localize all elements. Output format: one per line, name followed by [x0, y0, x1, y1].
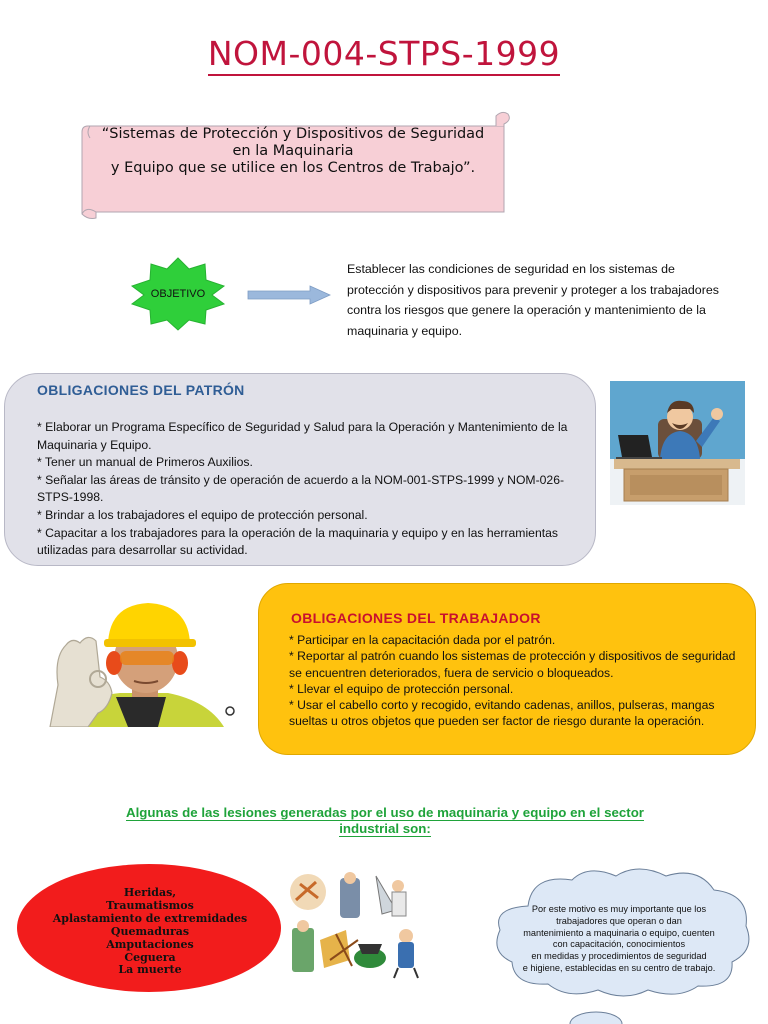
patron-title: OBLIGACIONES DEL PATRÓN	[37, 382, 245, 398]
list-item: * Brindar a los trabajadores el equipo de protección personal.	[37, 507, 368, 522]
cloud-line: con capacitación, conocimientos	[552, 939, 686, 950]
list-item: * Elaborar un Programa Específico de Seguridad y Salud para la Operación y Mantenimiento de la Maquinaria y Equipo.	[37, 420, 568, 452]
arrow-right-icon	[246, 285, 332, 305]
boss-at-desk-illustration	[610, 381, 745, 505]
cloud-line: mantenimiento a maquinaria o equipo, cuenten	[523, 927, 715, 938]
list-item: * Reportar al patrón cuando los sistemas de protección y dispositivos de seguridad se encuentren deteriorados, fuera de servicio o bloqueados.	[289, 649, 736, 680]
cloud-line: Por este motivo es muy importante que los	[531, 904, 707, 914]
cloud-line: en medidas y procedimientos de seguridad	[531, 951, 707, 962]
list-item: La muerte	[118, 963, 182, 977]
scroll-text	[88, 126, 498, 177]
list-item: * Tener un manual de Primeros Auxilios.	[37, 455, 253, 470]
list-item: * Participar en la capacitación dada por el patrón.	[289, 633, 556, 647]
list-item: Quemaduras	[110, 924, 190, 938]
trabajador-list	[289, 632, 749, 730]
worker-safety-gear-photo	[28, 597, 238, 727]
objetivo-label: OBJETIVO	[150, 288, 206, 300]
lesiones-list	[50, 887, 250, 977]
list-item: Traumatismos	[106, 898, 194, 912]
page-title: NOM-004-STPS-1999	[0, 34, 768, 73]
list-item: Amputaciones	[106, 937, 194, 951]
objetivo-text: Establecer las condiciones de seguridad en los sistemas de protección y dispositivos para prevenir y proteger a los trabajadores contra los riesgos que genere la operación y mantenimiento de la maquinaria y equipo.	[347, 262, 719, 338]
bottom-cloud-bubble	[566, 1008, 626, 1024]
list-item: * Señalar las áreas de tránsito y de operación de acuerdo a la NOM-001-STPS-1999 y NOM-026-STPS-1998.	[37, 472, 565, 505]
list-item: Ceguera	[124, 950, 176, 964]
cloud-line: trabajadores que operan o dan	[556, 915, 682, 926]
lesiones-title-text: Algunas de las lesiones generadas por el uso de maquinaria y equipo en el sector industrial son:	[125, 805, 644, 836]
list-item: * Capacitar a los trabajadores para la operación de la maquinaria y equipo y en las herramientas utilizadas para desarrollar su actividad.	[37, 525, 558, 558]
cloud-text	[505, 904, 733, 975]
list-item: * Llevar el equipo de protección personal.	[289, 681, 514, 696]
scroll-line: en la Maquinaria	[232, 143, 354, 159]
trabajador-title: OBLIGACIONES DEL TRABAJADOR	[291, 610, 541, 626]
list-item: Aplastamiento de extremidades	[52, 911, 248, 925]
list-item: Heridas,	[123, 886, 177, 899]
list-item: * Usar el cabello corto y recogido, evitando cadenas, anillos, pulseras, mangas sueltas u otros objetos que pueden ser factor de riesgo durante la operación.	[289, 698, 715, 729]
cloud-line: e higiene, establecidas en su centro de trabajo.	[522, 962, 716, 973]
lesiones-title	[110, 805, 660, 837]
scroll-line: y Equipo que se utilice en los Centros de Trabajo”.	[110, 160, 476, 176]
scroll-line: “Sistemas de Protección y Dispositivos de Seguridad	[101, 126, 485, 142]
patron-list	[37, 419, 582, 560]
injury-cartoons-collage	[286, 870, 426, 982]
